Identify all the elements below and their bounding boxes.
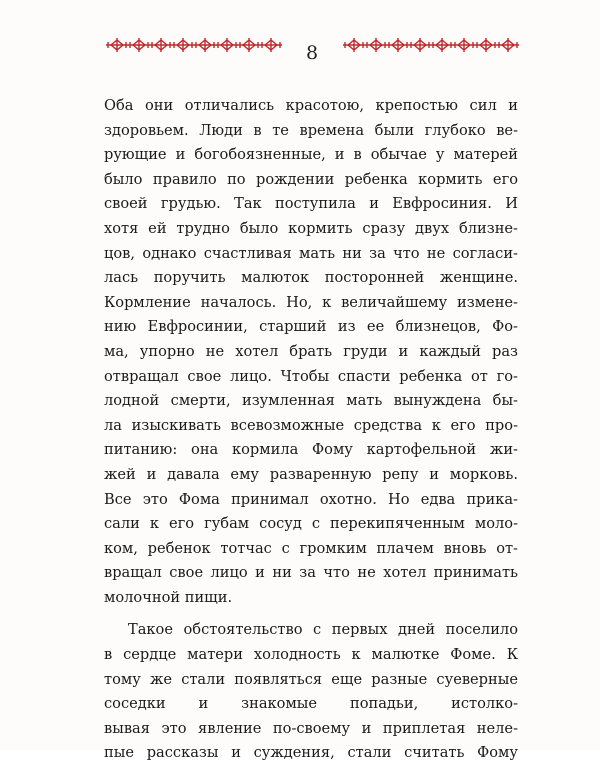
text-line: хотя ей трудно было кормить сразу двух близне- [104, 219, 518, 237]
text-line: Такое обстоятельство с первых дней поселило [128, 621, 518, 639]
text-line: отвращал свое лицо. Чтобы спасти ребенка от го- [104, 367, 518, 385]
text-line: соседки и знакомые попадьи, истолко- [104, 695, 518, 713]
page-header [0, 34, 600, 74]
page-number: 8 [305, 42, 319, 64]
left-ornament-icon [106, 38, 282, 52]
text-line: в сердце матери холодность к малютке Фоме. К [104, 646, 518, 664]
paragraph-1 [104, 94, 518, 610]
text-line: пые рассказы и суждения, стали считать Фому [104, 744, 518, 762]
text-line: здоровьем. Люди в те времена были глубоко ве- [104, 121, 518, 139]
text-line: молочной пищи. [104, 588, 233, 606]
paragraph-gap [104, 610, 518, 618]
text-line: ма, упорно не хотел брать груди и каждый раз [104, 342, 518, 360]
body-text [104, 94, 518, 766]
text-line: питанию: она кормила Фому картофельной жи- [104, 441, 518, 459]
text-line: лодной смерти, изумленная мать вынуждена бы- [104, 392, 518, 410]
right-ornament-icon [343, 38, 519, 52]
text-line: ком, ребенок тотчас с громким плачем вновь от- [104, 539, 518, 557]
paragraph-2 [104, 618, 518, 766]
text-line: своей грудью. Так поступила и Евфросиния. И [104, 195, 518, 213]
text-line: ла изыскивать всевозможные средства к его про- [104, 416, 518, 434]
text-line: нию Евфросинии, старший из ее близнецов, Фо- [104, 318, 518, 336]
text-line: вывая это явление по-своему и приплетая неле- [104, 719, 518, 737]
text-line: цов, однако счастливая мать ни за что не согласи- [104, 244, 518, 262]
text-line: Все это Фома принимал охотно. Но едва прика- [104, 490, 518, 508]
text-line: лась поручить малюток посторонней женщине. [104, 269, 518, 287]
text-line: сали к его губам сосуд с перекипяченным моло- [104, 515, 518, 533]
text-line: Оба они отличались красотою, крепостью сил и [104, 97, 518, 114]
text-line: рующие и богобоязненные, и в обычае у матерей [104, 146, 518, 164]
text-line: вращал свое лицо и ни за что не хотел принимать [104, 564, 518, 582]
text-line: тому же стали появляться еще разные суеверные [104, 670, 518, 688]
text-line: жей и давала ему разваренную репу и морковь. [104, 465, 518, 483]
text-line: Кормление началось. Но, к величайшему измене- [104, 293, 518, 311]
text-line: было правило по рождении ребенка кормить его [104, 170, 518, 188]
